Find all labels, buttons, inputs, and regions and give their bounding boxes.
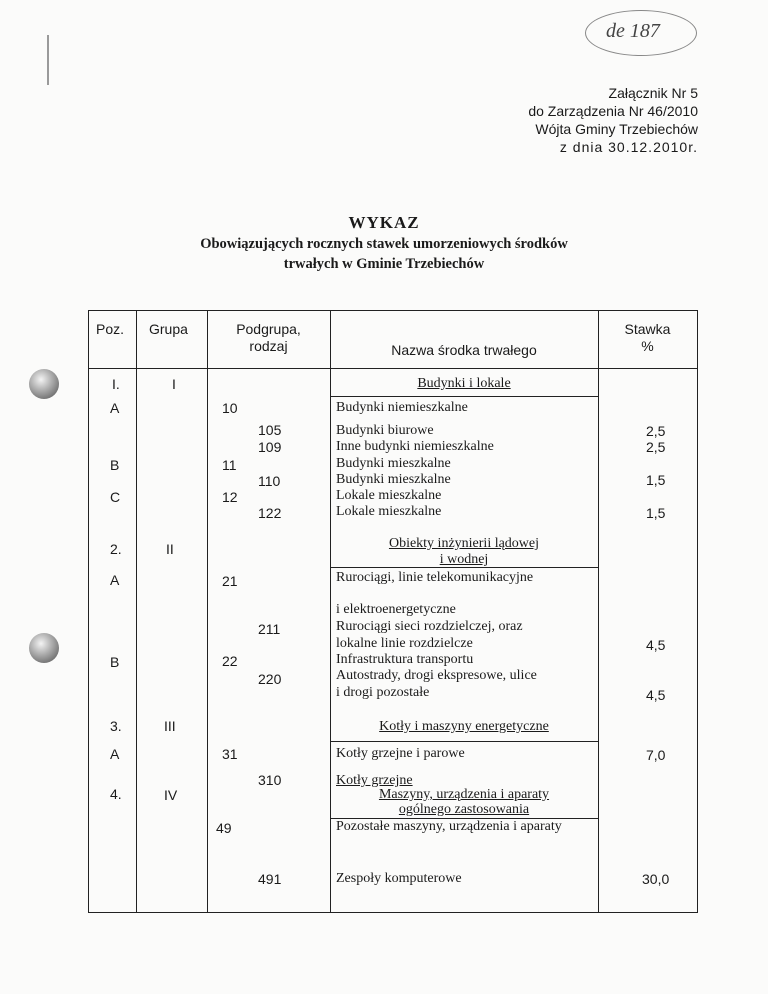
group-name: Kotły i maszyny energetyczne bbox=[379, 719, 549, 734]
poz-cell: 4. bbox=[110, 786, 122, 802]
subgroup-code: 31 bbox=[222, 746, 238, 762]
header-nazwa: Nazwa środka trwałego bbox=[391, 342, 537, 358]
annex-block bbox=[528, 84, 698, 156]
item-name: i drogi pozostałe bbox=[336, 685, 430, 700]
item-name: Budynki niemieszkalne bbox=[336, 400, 468, 415]
item-name: i elektroenergetyczne bbox=[336, 602, 456, 617]
group-name: ogólnego zastosowania bbox=[398, 802, 530, 817]
item-name: lokalne linie rozdzielcze bbox=[336, 636, 473, 651]
type-code: 220 bbox=[258, 671, 282, 687]
sub-letter: A bbox=[110, 746, 120, 762]
sub-letter: B bbox=[110, 457, 120, 473]
sub-letter: C bbox=[110, 489, 121, 505]
item-name: Budynki biurowe bbox=[336, 423, 434, 438]
sub-letter: A bbox=[110, 400, 120, 416]
item-name: Rurociągi sieci rozdzielczej, oraz bbox=[336, 619, 523, 634]
grupa-cell: IV bbox=[164, 787, 178, 803]
punch-hole-bottom bbox=[29, 633, 59, 663]
punch-hole-top bbox=[29, 369, 59, 399]
type-code: 109 bbox=[258, 439, 282, 455]
group-name: Budynki i lokale bbox=[417, 376, 511, 391]
item-name: Budynki mieszkalne bbox=[336, 456, 451, 471]
item-name: Pozostałe maszyny, urządzenia i aparaty bbox=[336, 819, 562, 834]
grupa-cell: I bbox=[172, 376, 176, 392]
item-name: Lokale mieszkalne bbox=[336, 504, 442, 519]
type-code: 122 bbox=[258, 505, 282, 521]
header-poz: Poz. bbox=[96, 321, 125, 337]
item-name: Infrastruktura transportu bbox=[336, 652, 474, 667]
item-name: Rurociągi, linie telekomunikacyjne bbox=[336, 570, 534, 585]
rate-cell: 4,5 bbox=[646, 687, 666, 703]
subgroup-code: 49 bbox=[216, 820, 232, 836]
item-name: Budynki mieszkalne bbox=[336, 472, 451, 487]
item-name: Autostrady, drogi ekspresowe, ulice bbox=[336, 668, 537, 683]
rate-cell: 1,5 bbox=[646, 472, 666, 488]
header-grupa: Grupa bbox=[149, 321, 188, 337]
item-name: Kotły grzejne bbox=[336, 773, 413, 788]
document-title: WYKAZ bbox=[348, 213, 420, 232]
annex-line: Wójta Gminy Trzebiechów bbox=[535, 121, 698, 137]
type-code: 105 bbox=[258, 422, 282, 438]
header-podgrupa: Podgrupa, bbox=[236, 321, 301, 337]
item-name: Kotły grzejne i parowe bbox=[336, 746, 465, 761]
group-name: i wodnej bbox=[439, 552, 489, 567]
rate-cell: 4,5 bbox=[646, 637, 666, 653]
poz-cell: I. bbox=[112, 376, 120, 392]
scan-mark bbox=[47, 35, 49, 85]
subgroup-code: 12 bbox=[222, 489, 238, 505]
rate-cell: 1,5 bbox=[646, 505, 666, 521]
annex-line: Załącznik Nr 5 bbox=[608, 85, 698, 101]
document-subtitle: trwałych w Gminie Trzebiechów bbox=[283, 256, 485, 272]
subgroup-code: 11 bbox=[222, 457, 237, 473]
group-name: Obiekty inżynierii lądowej bbox=[388, 536, 540, 551]
rate-cell: 7,0 bbox=[646, 747, 666, 763]
type-code: 110 bbox=[258, 473, 281, 489]
subgroup-code: 10 bbox=[222, 400, 238, 416]
rate-cell: 2,5 bbox=[646, 439, 666, 455]
document-subtitle: Obowiązujących rocznych stawek umorzeniowych środków bbox=[200, 236, 568, 252]
group-name: Maszyny, urządzenia i aparaty bbox=[378, 787, 550, 802]
type-code: 491 bbox=[258, 871, 282, 887]
subgroup-code: 22 bbox=[222, 653, 238, 669]
rate-cell: 2,5 bbox=[646, 423, 666, 439]
annex-line: do Zarządzenia Nr 46/2010 bbox=[528, 103, 698, 119]
grupa-cell: III bbox=[164, 718, 176, 734]
handwritten-note-text: de 187 bbox=[606, 20, 660, 42]
poz-cell: 3. bbox=[110, 718, 122, 734]
item-name: Lokale mieszkalne bbox=[336, 488, 442, 503]
sub-letter: B bbox=[110, 654, 120, 670]
header-stawka: % bbox=[641, 338, 654, 354]
grupa-cell: II bbox=[166, 541, 174, 557]
poz-cell: 2. bbox=[110, 541, 122, 557]
annex-line: z dnia 30.12.2010r. bbox=[559, 139, 698, 155]
header-podgrupa: rodzaj bbox=[249, 338, 288, 354]
type-code: 310 bbox=[258, 772, 282, 788]
item-name: Inne budynki niemieszkalne bbox=[336, 439, 494, 454]
subgroup-code: 21 bbox=[222, 573, 238, 589]
type-code: 211 bbox=[258, 621, 281, 637]
header-stawka: Stawka bbox=[624, 321, 671, 337]
sub-letter: A bbox=[110, 572, 120, 588]
item-name: Zespoły komputerowe bbox=[336, 871, 462, 886]
rate-cell: 30,0 bbox=[642, 871, 670, 887]
